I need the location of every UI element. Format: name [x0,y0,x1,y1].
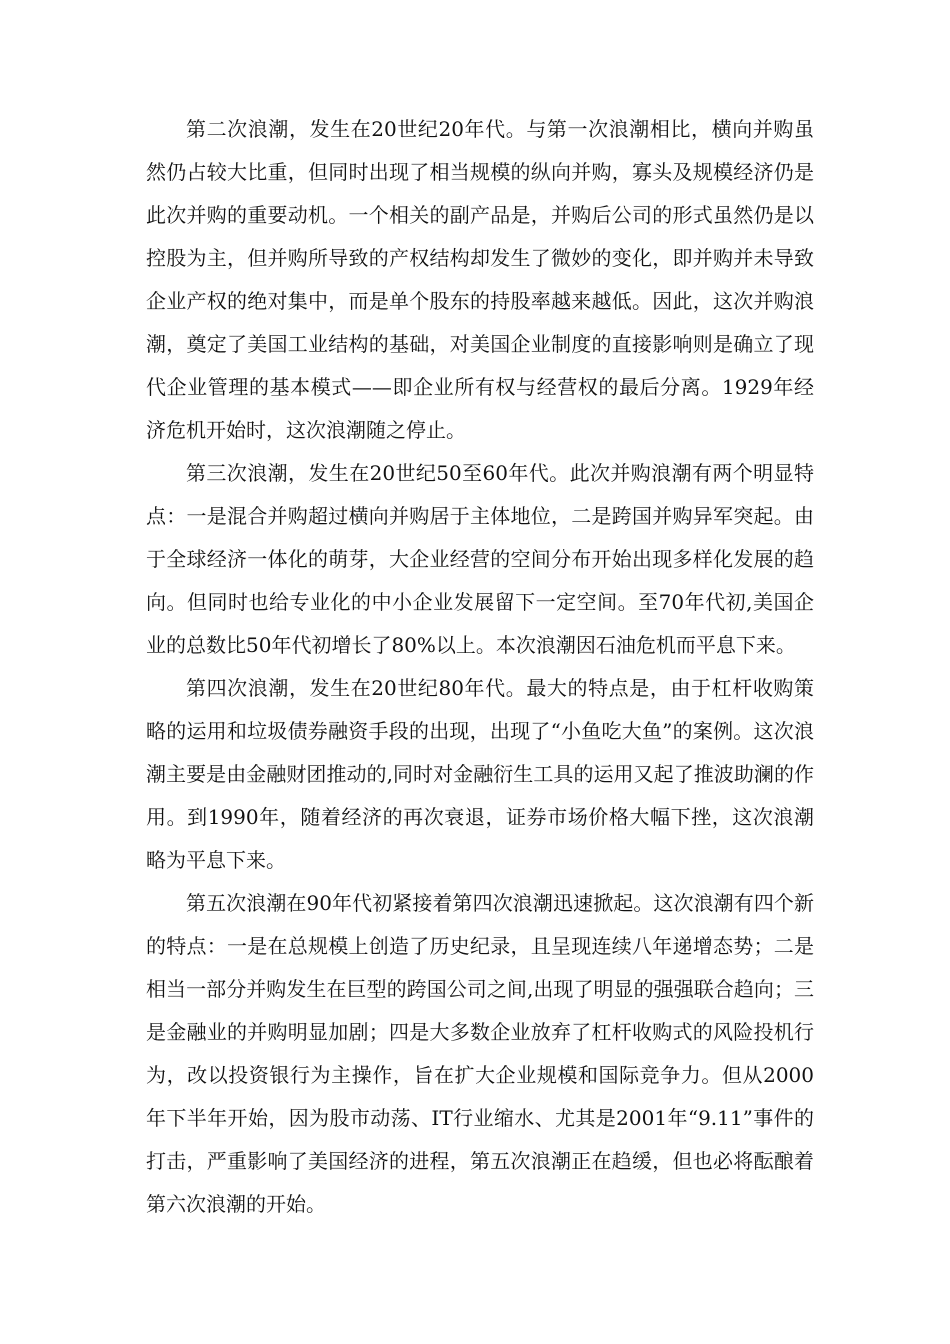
paragraph-fourth-wave: 第四次浪潮，发生在20世纪80年代。最大的特点是，由于杠杆收购策略的运用和垃圾债券融资手段的出现，出现了“小鱼吃大鱼”的案例。这次浪潮主要是由金融财团推动的,同时对金融衍生工具的运用又起了推波助澜的作用。到1990年，随着经济的再次衰退，证券市场价格大幅下挫，这次浪潮略为平息下来。 [146,676,814,872]
paragraph-third-wave: 第三次浪潮，发生在20世纪50至60年代。此次并购浪潮有两个明显特点：一是混合并购超过横向并购居于主体地位，二是跨国并购异军突起。由于全球经济一体化的萌芽，大企业经营的空间分布开始出现多样化发展的趋向。但同时也给专业化的中小企业发展留下一定空间。至70年代初,美国企业的总数比50年代初增长了80%以上。本次浪潮因石油危机而平息下来。 [146,461,814,657]
paragraph-second-wave: 第二次浪潮，发生在20世纪20年代。与第一次浪潮相比，横向并购虽然仍占较大比重，但同时出现了相当规模的纵向并购，寡头及规模经济仍是此次并购的重要动机。一个相关的副产品是，并购后公司的形式虽然仍是以控股为主，但并购所导致的产权结构却发生了微妙的变化，即并购并未导致企业产权的绝对集中，而是单个股东的持股率越来越低。因此，这次并购浪潮，奠定了美国工业结构的基础，对美国企业制度的直接影响则是确立了现代企业管理的基本模式——即企业所有权与经营权的最后分离。1929年经济危机开始时，这次浪潮随之停止。 [146,117,814,442]
document-body [146,108,814,1226]
paragraph-fifth-wave: 第五次浪潮在90年代初紧接着第四次浪潮迅速掀起。这次浪潮有四个新的特点：一是在总规模上创造了历史纪录，且呈现连续八年递增态势；二是相当一部分并购发生在巨型的跨国公司之间,出现了明显的强强联合趋向；三是金融业的并购明显加剧；四是大多数企业放弃了杠杆收购式的风险投机行为，改以投资银行为主操作，旨在扩大企业规模和国际竞争力。但从2000年下半年开始，因为股市动荡、IT行业缩水、尤其是2001年“9.11”事件的打击，严重影响了美国经济的进程，第五次浪潮正在趋缓，但也必将酝酿着第六次浪潮的开始。 [146,891,814,1216]
